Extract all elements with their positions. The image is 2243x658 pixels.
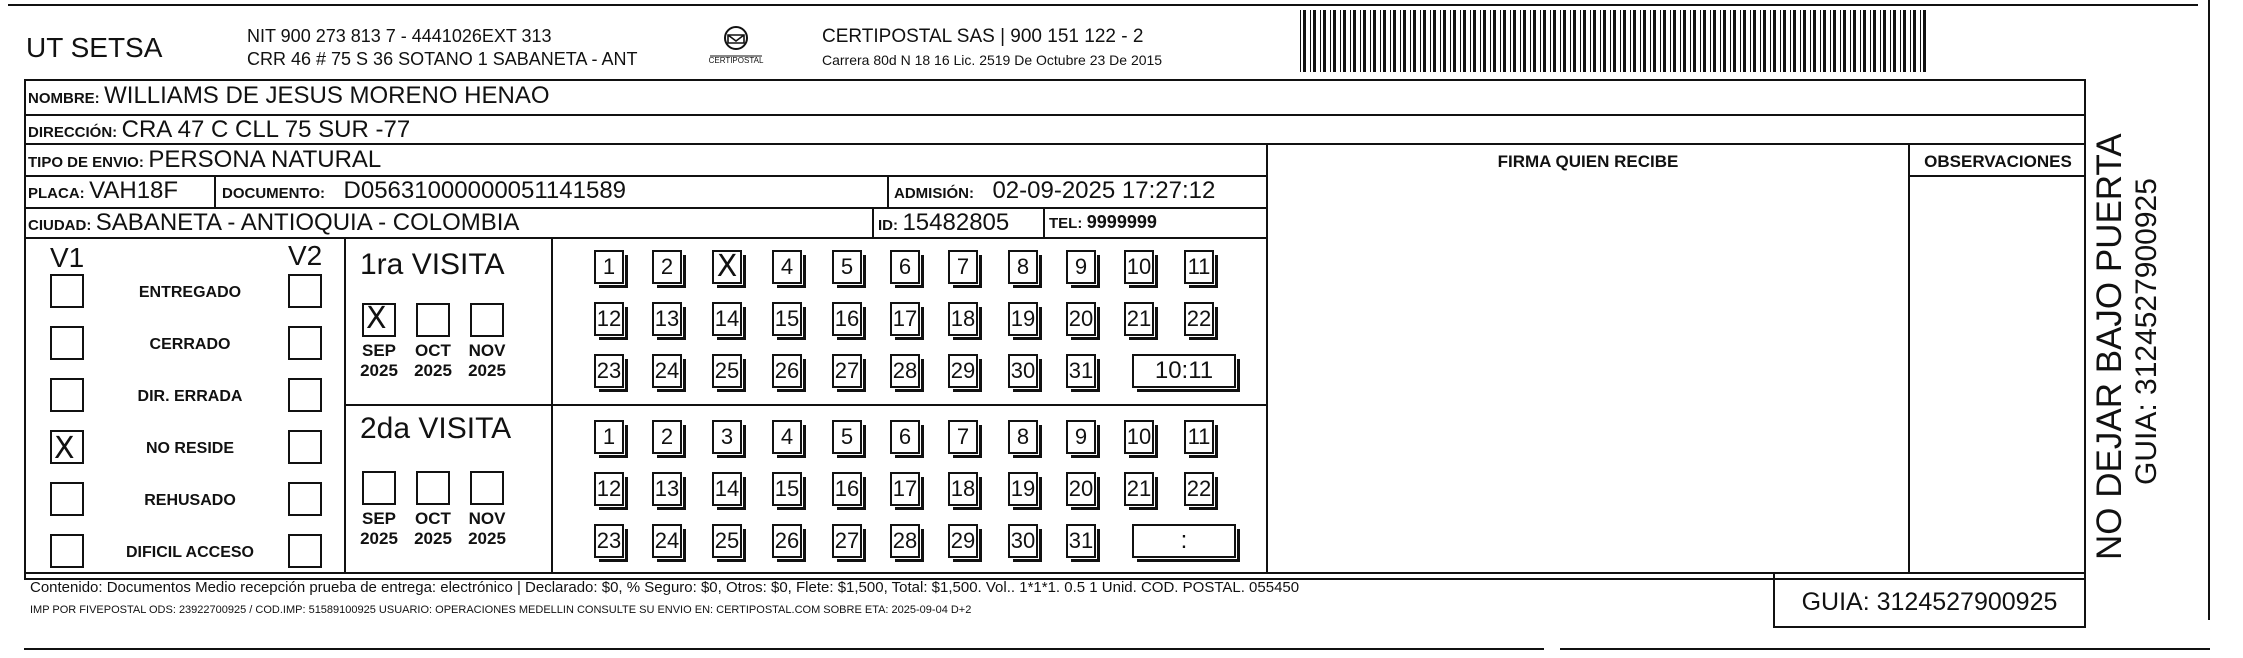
certipostal-logo	[704, 22, 768, 68]
barcode-bar	[1433, 10, 1436, 72]
day-box[interactable]: 15	[772, 302, 802, 336]
day-box[interactable]: 19	[1008, 472, 1038, 506]
direccion-label: DIRECCIÓN:	[28, 124, 118, 141]
day-box[interactable]	[712, 250, 742, 284]
day-box[interactable]: 2	[652, 420, 682, 454]
top-border	[8, 4, 2198, 6]
barcode-bar	[1453, 10, 1456, 72]
v2-label: V2	[288, 240, 323, 271]
barcode-bar	[1370, 10, 1371, 72]
v1-checkbox[interactable]	[50, 274, 84, 308]
barcode-bar	[1860, 10, 1861, 72]
day-box[interactable]: 19	[1008, 302, 1038, 336]
barcode-bar	[1670, 10, 1671, 72]
barcode-bar	[1393, 10, 1396, 72]
placa-label: PLACA:	[28, 185, 85, 202]
barcode-bar	[1330, 10, 1331, 72]
barcode-bar	[1900, 10, 1901, 72]
barcode-bar	[1700, 10, 1701, 72]
day-box[interactable]: 10	[1124, 420, 1154, 454]
status-label: DIFICIL ACCESO	[125, 544, 254, 561]
row-line	[24, 572, 2086, 574]
barcode-bar	[1813, 10, 1816, 72]
day-box[interactable]: 31	[1066, 524, 1096, 558]
day-box[interactable]: 17	[890, 472, 920, 506]
month-year: 2025	[360, 529, 398, 548]
month-checkbox[interactable]	[416, 303, 450, 337]
barcode-bar	[1630, 10, 1631, 72]
v1-label: V1	[50, 242, 85, 273]
footer-contenido: Contenido: Documentos Medio recepción prueba de entrega: electrónico | Declarado: $0, % Seguro: $0, Otros: $0, Flete: $1,500, Total: $1,500. Vol.. 1*1*1. 0.5 1 Unid. COD. POSTAL. 055450	[30, 579, 1300, 596]
observaciones-area[interactable]	[1910, 177, 2086, 572]
barcode-bar	[1743, 10, 1746, 72]
tel-value: 9999999	[1086, 212, 1157, 232]
col-line	[344, 237, 346, 574]
admision-label: ADMISIÓN:	[894, 185, 974, 202]
barcode-bar	[1923, 10, 1926, 72]
barcode-bar	[1893, 10, 1896, 72]
barcode-bar	[1763, 10, 1766, 72]
barcode-bar	[1550, 10, 1551, 72]
barcode-bar	[1593, 10, 1596, 72]
barcode-bar	[1303, 10, 1306, 72]
status-label: NO RESIDE	[145, 440, 234, 457]
barcode-bar	[1663, 10, 1666, 72]
day-box[interactable]: 17	[890, 302, 920, 336]
firma-heading: FIRMA QUIEN RECIBE	[1497, 152, 1679, 171]
v2-checkbox[interactable]	[288, 274, 322, 308]
tel-label: TEL:	[1049, 215, 1083, 232]
month-year: 2025	[360, 361, 398, 380]
barcode-bar	[1383, 10, 1386, 72]
barcode-bar	[1863, 10, 1866, 72]
day-box[interactable]: 12	[594, 472, 624, 506]
barcode-bar	[1613, 10, 1616, 72]
barcode-bar	[1710, 10, 1711, 72]
barcode-bar	[1300, 10, 1301, 72]
barcode-bar	[1840, 10, 1841, 72]
v2-checkbox[interactable]	[288, 534, 322, 568]
barcode-bar	[1723, 10, 1726, 72]
tipo-label: TIPO DE ENVIO:	[28, 154, 144, 171]
barcode-bar	[1403, 10, 1406, 72]
ciudad-field	[28, 209, 519, 237]
day-box[interactable]: 25	[712, 524, 742, 558]
col-line	[872, 207, 874, 237]
barcode-bar	[1390, 10, 1391, 72]
barcode-bar	[1600, 10, 1601, 72]
barcode-bar	[1620, 10, 1621, 72]
barcode-bar	[1910, 10, 1911, 72]
day-box[interactable]: 8	[1008, 250, 1038, 284]
day-box[interactable]: 23	[594, 354, 624, 388]
day-box[interactable]: 28	[890, 354, 920, 388]
v1-checkbox[interactable]	[50, 534, 84, 568]
barcode-bar	[1690, 10, 1691, 72]
day-box[interactable]: 11	[1184, 420, 1214, 454]
barcode-bar	[1413, 10, 1416, 72]
day-box[interactable]: 10	[1124, 250, 1154, 284]
month-label: SEP	[361, 509, 397, 528]
side-guia: GUIA: 3124527900925	[2130, 178, 2163, 485]
nombre-label: NOMBRE:	[28, 90, 100, 107]
barcode-bar	[1880, 10, 1881, 72]
day-box[interactable]: 7	[948, 250, 978, 284]
barcode-bar	[1760, 10, 1761, 72]
id-label: ID:	[878, 217, 898, 234]
day-box[interactable]: 11	[1184, 250, 1214, 284]
day-box[interactable]: 24	[652, 524, 682, 558]
barcode-bar	[1493, 10, 1496, 72]
day-box[interactable]: 16	[832, 302, 862, 336]
row-line	[344, 404, 1267, 406]
day-box[interactable]: 2	[652, 250, 682, 284]
company-name: UT SETSA	[26, 32, 163, 63]
barcode-bar	[1870, 10, 1871, 72]
status-label: ENTREGADO	[138, 284, 242, 301]
barcode-bar	[1903, 10, 1906, 72]
day-box[interactable]: 26	[772, 524, 802, 558]
barcode-bar	[1810, 10, 1811, 72]
day-box[interactable]: 8	[1008, 420, 1038, 454]
barcode-bar	[1343, 10, 1346, 72]
barcode-bar	[1610, 10, 1611, 72]
barcode-bar	[1730, 10, 1731, 72]
barcode-bar	[1753, 10, 1756, 72]
barcode-bar	[1883, 10, 1886, 72]
day-box[interactable]: 9	[1066, 250, 1096, 284]
day-box[interactable]: 24	[652, 354, 682, 388]
day-box[interactable]: 27	[832, 354, 862, 388]
day-box[interactable]: 26	[772, 354, 802, 388]
barcode-bar	[1490, 10, 1491, 72]
barcode-bar	[1830, 10, 1831, 72]
signature-area[interactable]	[1268, 177, 1908, 572]
barcode-bar	[1473, 10, 1476, 72]
month-year: 2025	[468, 361, 506, 380]
status-label: REHUSADO	[144, 492, 236, 509]
barcode-bar	[1583, 10, 1586, 72]
day-box[interactable]: 15	[772, 472, 802, 506]
barcode-bar	[1643, 10, 1646, 72]
barcode-bar	[1500, 10, 1501, 72]
check-mark: X	[366, 301, 387, 336]
side-warning: NO DEJAR BAJO PUERTA	[2090, 133, 2129, 560]
barcode-bar	[1790, 10, 1791, 72]
barcode-bar	[1350, 10, 1351, 72]
barcode-bar	[1800, 10, 1801, 72]
ciudad-label: CIUDAD:	[28, 217, 92, 234]
barcode-bar	[1440, 10, 1441, 72]
col-line	[551, 237, 553, 574]
tipo-row	[28, 146, 381, 174]
day-box[interactable]: 5	[832, 420, 862, 454]
day-box[interactable]: 20	[1066, 472, 1096, 506]
company-nit: NIT 900 273 813 7 - 4441026EXT 313	[247, 26, 552, 46]
day-box[interactable]: 21	[1124, 302, 1154, 336]
v1-checkbox[interactable]	[50, 378, 84, 412]
v2-checkbox[interactable]	[288, 430, 322, 464]
visit1-title: 1ra VISITA	[360, 248, 505, 281]
footer-imp: IMP POR FIVEPOSTAL ODS: 23922700925 / COD.IMP: 51589100925 USUARIO: OPERACIONES MEDELLIN CONSULTE SU ENVIO EN: CERTIPOSTAL.COM SOBRE ETA: 2025-09-04 D+2	[30, 604, 972, 616]
footer-guia: GUIA: 3124527900925	[1801, 588, 2058, 616]
barcode-bar	[1333, 10, 1336, 72]
barcode-bar	[1483, 10, 1486, 72]
month-checkbox[interactable]	[416, 471, 450, 505]
day-box[interactable]: 27	[832, 524, 862, 558]
admision-field	[894, 177, 1215, 205]
barcode-bar	[1603, 10, 1606, 72]
barcode-bar	[1373, 10, 1376, 72]
day-box[interactable]: 7	[948, 420, 978, 454]
barcode-bar	[1640, 10, 1641, 72]
day-box[interactable]: 6	[890, 420, 920, 454]
barcode-bar	[1653, 10, 1656, 72]
month-label: NOV	[468, 509, 506, 528]
v1-checkbox[interactable]	[50, 326, 84, 360]
documento-label: DOCUMENTO:	[222, 185, 326, 202]
v2-checkbox[interactable]	[288, 378, 322, 412]
barcode-bar	[1380, 10, 1381, 72]
placa-value: VAH18F	[89, 177, 179, 204]
barcode-bar	[1823, 10, 1826, 72]
check-mark: X	[54, 431, 75, 466]
barcode-bar	[1623, 10, 1626, 72]
col-line	[214, 175, 216, 207]
barcode-bar	[1340, 10, 1341, 72]
certipostal-nit: CERTIPOSTAL SAS | 900 151 122 - 2	[822, 26, 1144, 47]
month-checkbox[interactable]	[362, 471, 396, 505]
logo-text: CERTIPOSTAL	[708, 56, 764, 65]
barcode-bar	[1920, 10, 1921, 72]
barcode-bar	[1913, 10, 1916, 72]
ciudad-value: SABANETA - ANTIOQUIA - COLOMBIA	[95, 209, 520, 236]
barcode-bar	[1703, 10, 1706, 72]
day-box[interactable]: 14	[712, 472, 742, 506]
v1-checkbox[interactable]	[50, 482, 84, 516]
barcode-bar	[1563, 10, 1566, 72]
barcode-bar	[1720, 10, 1721, 72]
day-box[interactable]: 14	[712, 302, 742, 336]
day-box[interactable]: 4	[772, 250, 802, 284]
barcode-bar	[1853, 10, 1856, 72]
barcode-bar	[1513, 10, 1516, 72]
row-line	[1773, 626, 2086, 628]
v2-checkbox[interactable]	[288, 326, 322, 360]
day-box[interactable]: 20	[1066, 302, 1096, 336]
barcode-bar	[1873, 10, 1876, 72]
barcode-bar	[1770, 10, 1771, 72]
day-box[interactable]: 13	[652, 302, 682, 336]
status-label: CERRADO	[149, 336, 231, 353]
barcode-bar	[1530, 10, 1531, 72]
day-box[interactable]: 30	[1008, 354, 1038, 388]
day-box[interactable]: 25	[712, 354, 742, 388]
tel-field	[1049, 212, 1157, 233]
barcode-bar	[1533, 10, 1536, 72]
barcode-bar	[1633, 10, 1636, 72]
barcode-bar	[1353, 10, 1356, 72]
barcode-bar	[1843, 10, 1846, 72]
barcode-bar	[1323, 10, 1326, 72]
barcode-bar	[1733, 10, 1736, 72]
direccion-row	[28, 116, 410, 144]
barcode-bar	[1833, 10, 1836, 72]
nombre-value: WILLIAMS DE JESUS MORENO HENAO	[104, 82, 550, 109]
barcode-bar	[1470, 10, 1471, 72]
documento-field	[222, 177, 626, 205]
barcode-bar	[1450, 10, 1451, 72]
month-label: OCT	[415, 341, 451, 360]
day-box[interactable]: 22	[1184, 472, 1214, 506]
placa-field	[28, 177, 178, 205]
day-box[interactable]: 21	[1124, 472, 1154, 506]
barcode-bar	[1543, 10, 1546, 72]
nombre-row	[28, 82, 550, 110]
barcode-bar	[1313, 10, 1316, 72]
day-box[interactable]: 23	[594, 524, 624, 558]
day-box[interactable]: 16	[832, 472, 862, 506]
cut-line	[1560, 648, 2210, 650]
month-year: 2025	[414, 529, 452, 548]
barcode-bar	[1420, 10, 1421, 72]
barcode-bar	[1673, 10, 1676, 72]
barcode-bar	[1520, 10, 1521, 72]
barcode-bar	[1310, 10, 1311, 72]
day-box[interactable]: 18	[948, 472, 978, 506]
barcode-bar	[1793, 10, 1796, 72]
certipostal-license: Carrera 80d N 18 16 Lic. 2519 De Octubre 23 De 2015	[822, 52, 1163, 68]
day-box[interactable]: 3	[712, 420, 742, 454]
barcode-bar	[1510, 10, 1511, 72]
tipo-value: PERSONA NATURAL	[148, 146, 382, 173]
check-mark: X	[716, 249, 738, 284]
day-box[interactable]: 18	[948, 302, 978, 336]
barcode-bar	[1523, 10, 1526, 72]
col-line	[887, 175, 889, 207]
day-box[interactable]: 12	[594, 302, 624, 336]
month-label: SEP	[361, 341, 397, 360]
barcode-bar	[1803, 10, 1806, 72]
admision-value: 02-09-2025 17:27:12	[992, 177, 1216, 204]
day-box[interactable]: 1	[594, 420, 624, 454]
month-checkbox[interactable]	[470, 471, 504, 505]
barcode-bar	[1430, 10, 1431, 72]
status-label: DIR. ERRADA	[137, 388, 243, 405]
day-box[interactable]: 1	[594, 250, 624, 284]
barcode-bar	[1660, 10, 1661, 72]
barcode-bar	[1480, 10, 1481, 72]
barcode-bar	[1713, 10, 1716, 72]
cut-line	[24, 648, 1544, 650]
barcode-bar	[1460, 10, 1461, 72]
month-year: 2025	[414, 361, 452, 380]
barcode-bar	[1560, 10, 1561, 72]
barcode-bar	[1503, 10, 1506, 72]
month-checkbox[interactable]	[470, 303, 504, 337]
day-box[interactable]: 28	[890, 524, 920, 558]
barcode-bar	[1540, 10, 1541, 72]
barcode-bar	[1573, 10, 1576, 72]
barcode-bar	[1463, 10, 1466, 72]
day-box[interactable]: 9	[1066, 420, 1096, 454]
barcode-bar	[1680, 10, 1681, 72]
barcode-bar	[1360, 10, 1361, 72]
v2-checkbox[interactable]	[288, 482, 322, 516]
barcode-bar	[1443, 10, 1446, 72]
barcode-bar	[1320, 10, 1321, 72]
barcode-bar	[1783, 10, 1786, 72]
barcode-bar	[1820, 10, 1821, 72]
day-box[interactable]: 29	[948, 354, 978, 388]
barcode-bar	[1410, 10, 1411, 72]
visit2-title: 2da VISITA	[360, 412, 512, 445]
barcode-bar	[1580, 10, 1581, 72]
barcode-bar	[1750, 10, 1751, 72]
direccion-value: CRA 47 C CLL 75 SUR -77	[121, 116, 411, 143]
day-box[interactable]: 29	[948, 524, 978, 558]
barcode-bar	[1693, 10, 1696, 72]
row-line	[24, 237, 1267, 239]
barcode	[1300, 10, 1930, 72]
col-line	[1043, 207, 1045, 237]
day-box[interactable]: 5	[832, 250, 862, 284]
barcode-bar	[1740, 10, 1741, 72]
barcode-bar	[1590, 10, 1591, 72]
day-box[interactable]: 6	[890, 250, 920, 284]
barcode-bar	[1773, 10, 1776, 72]
time-field[interactable]: 10:11	[1132, 354, 1236, 388]
barcode-bar	[1553, 10, 1556, 72]
id-value: 15482805	[902, 209, 1010, 236]
documento-value: D05631000000051141589	[343, 177, 627, 204]
day-box[interactable]: 4	[772, 420, 802, 454]
day-box[interactable]: 22	[1184, 302, 1214, 336]
month-label: NOV	[468, 341, 506, 360]
month-label: OCT	[415, 509, 451, 528]
time-field[interactable]: :	[1132, 524, 1236, 558]
col-line	[2084, 572, 2086, 628]
barcode-bar	[1683, 10, 1686, 72]
day-box[interactable]: 13	[652, 472, 682, 506]
observaciones-heading: OBSERVACIONES	[1924, 152, 2072, 171]
month-year: 2025	[468, 529, 506, 548]
barcode-bar	[1650, 10, 1651, 72]
barcode-bar	[1850, 10, 1851, 72]
barcode-bar	[1363, 10, 1366, 72]
barcode-bar	[1423, 10, 1426, 72]
barcode-bar	[1890, 10, 1891, 72]
barcode-bar	[1570, 10, 1571, 72]
day-box[interactable]: 30	[1008, 524, 1038, 558]
company-address: CRR 46 # 75 S 36 SOTANO 1 SABANETA - ANT	[247, 49, 638, 69]
day-box[interactable]: 31	[1066, 354, 1096, 388]
right-border	[2208, 0, 2210, 620]
id-field	[878, 209, 1009, 237]
barcode-bar	[1400, 10, 1401, 72]
barcode-bar	[1780, 10, 1781, 72]
